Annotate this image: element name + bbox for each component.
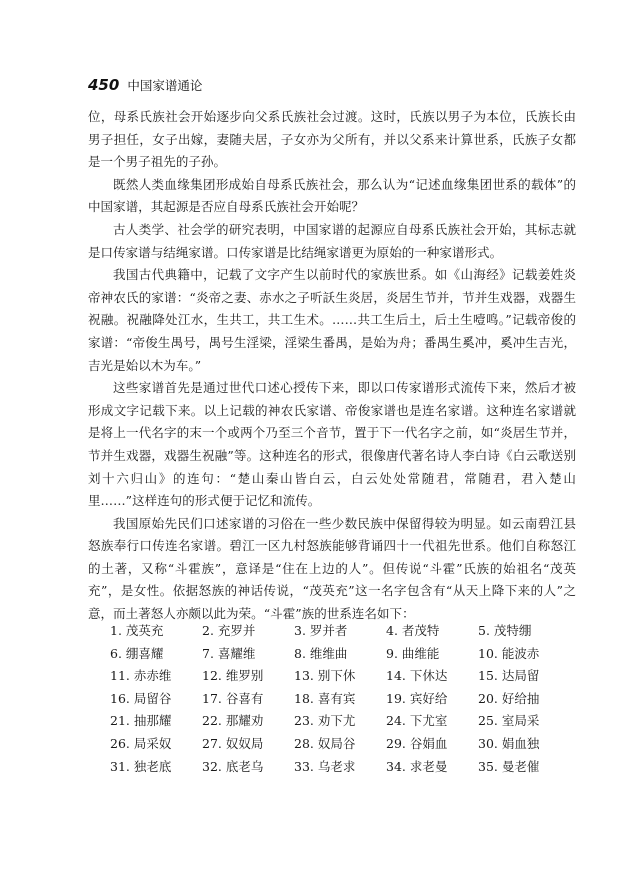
genealogy-entry: 16. 局留谷 — [110, 690, 172, 706]
genealogy-entry: 27. 奴奴局 — [202, 735, 264, 751]
genealogy-entry: 25. 室局采 — [478, 713, 540, 729]
paragraph: 这些家谱首先是通过世代口述心授传下来，即以口传家谱形式流传下来，然后才被形成文字记载下来。以上记载的神农氏家谱、帝俊家谱也是连名家谱。这种连名家谱就是将上一代名字的末一个或两个乃至三个音节，置于下一代名字之前，如“炎居生节并，节并生戏器，戏器生祝融”等。这种连名的形式，很像唐代著名诗人李白诗《白云歌送别刘十六归山》的连句：“楚山秦山皆白云，白云处处常随君，常随君，君入楚山里……”这样连句的形式便于记忆和流传。 — [88, 380, 576, 509]
genealogy-entry: 8. 维维曲 — [294, 645, 348, 661]
body-text — [88, 106, 576, 626]
genealogy-entry: 32. 底老乌 — [202, 758, 264, 774]
genealogy-list — [110, 620, 580, 778]
paragraph: 古人类学、社会学的研究表明，中国家谱的起源应自母系氏族社会开始，其标志就是口传家谱与结绳家谱。口传家谱是比结绳家谱更为原始的一种家谱形式。 — [88, 221, 576, 260]
genealogy-entry: 6. 绷喜耀 — [110, 645, 164, 661]
genealogy-entry: 19. 宾好给 — [386, 690, 448, 706]
genealogy-entry: 33. 乌老求 — [294, 758, 356, 774]
genealogy-entry: 2. 充罗并 — [202, 623, 256, 638]
genealogy-entry: 10. 能波赤 — [478, 645, 540, 661]
genealogy-entry: 3. 罗并者 — [294, 623, 348, 638]
page-number: 450 — [88, 76, 120, 94]
genealogy-entry: 22. 那耀劝 — [202, 713, 264, 729]
genealogy-entry: 13. 别下休 — [294, 668, 356, 684]
genealogy-entry: 1. 茂英充 — [110, 623, 164, 638]
genealogy-entry: 23. 劝下尤 — [294, 713, 356, 729]
paragraph: 既然人类血缘集团形成始自母系氏族社会，那么认为“记述血缘集团世系的载体”的中国家谱，其起源是否应自母系氏族社会开始呢？ — [88, 176, 576, 215]
genealogy-entry: 26. 局采奴 — [110, 735, 172, 751]
paragraph: 位，母系氏族社会开始逐步向父系氏族社会过渡。这时，氏族以男子为本位，氏族长由男子担任，女子出嫁，妻随夫居，子女亦为父所有，并以父系来计算世系，氏族子女都是一个男子祖先的子孙。 — [88, 109, 576, 170]
genealogy-entry: 29. 谷娟血 — [386, 735, 448, 751]
genealogy-entry: 21. 抽那耀 — [110, 713, 172, 729]
genealogy-entry: 14. 下休达 — [386, 668, 448, 684]
genealogy-entry: 20. 好给抽 — [478, 690, 540, 706]
genealogy-entry: 31. 独老底 — [110, 758, 172, 774]
paragraph: 我国古代典籍中，记载了文字产生以前时代的家族世系。如《山海经》记载姜姓炎帝神农氏的家谱：“炎帝之妻、赤水之子听訞生炎居，炎居生节并，节并生戏器，戏器生祝融。祝融降处江水，生共工，共工生术。……共工生后土，后土生噎鸣。”记载帝俊的家谱：“帝俊生禺号，禺号生淫梁，淫梁生番禺，是始为舟；番禺生奚冲，奚冲生吉光，吉光是始以木为车。” — [88, 267, 576, 373]
genealogy-entry: 5. 茂特绷 — [478, 623, 532, 638]
genealogy-entry: 34. 求老曼 — [386, 758, 448, 774]
genealogy-entry: 30. 娟血独 — [478, 735, 540, 751]
genealogy-entry: 17. 谷喜有 — [202, 690, 264, 706]
genealogy-entry: 4. 者茂特 — [386, 623, 440, 638]
genealogy-entry: 35. 曼老催 — [478, 758, 540, 774]
genealogy-entry: 28. 奴局谷 — [294, 735, 356, 751]
genealogy-entry: 15. 达局留 — [478, 668, 540, 684]
genealogy-entry: 18. 喜有宾 — [294, 690, 356, 706]
page-header — [88, 76, 202, 94]
genealogy-entry: 9. 曲维能 — [386, 645, 440, 661]
genealogy-entry: 12. 维罗别 — [202, 668, 264, 684]
genealogy-entry: 7. 喜耀维 — [202, 645, 256, 661]
book-title: 中国家谱通论 — [127, 78, 203, 93]
paragraph: 我国原始先民们口述家谱的习俗在一些少数民族中保留得较为明显。如云南碧江县怒族奉行口传连名家谱。碧江一区九村怒族能够背诵四十一代祖先世系。他们自称怒江的土著，又称“斗霍族”，意译是“住在上边的人”。但传说“斗霍”氏族的始祖名“茂英充”，是女性。依据怒族的神话传说，“茂英充”这一名字包含有“从天上降下来的人”之意，而土著怒人亦颇以此为荣。“斗霍”族的世系连名如下： — [88, 515, 576, 622]
genealogy-entry: 24. 下尤室 — [386, 713, 448, 729]
genealogy-entry: 11. 赤赤维 — [110, 668, 172, 684]
